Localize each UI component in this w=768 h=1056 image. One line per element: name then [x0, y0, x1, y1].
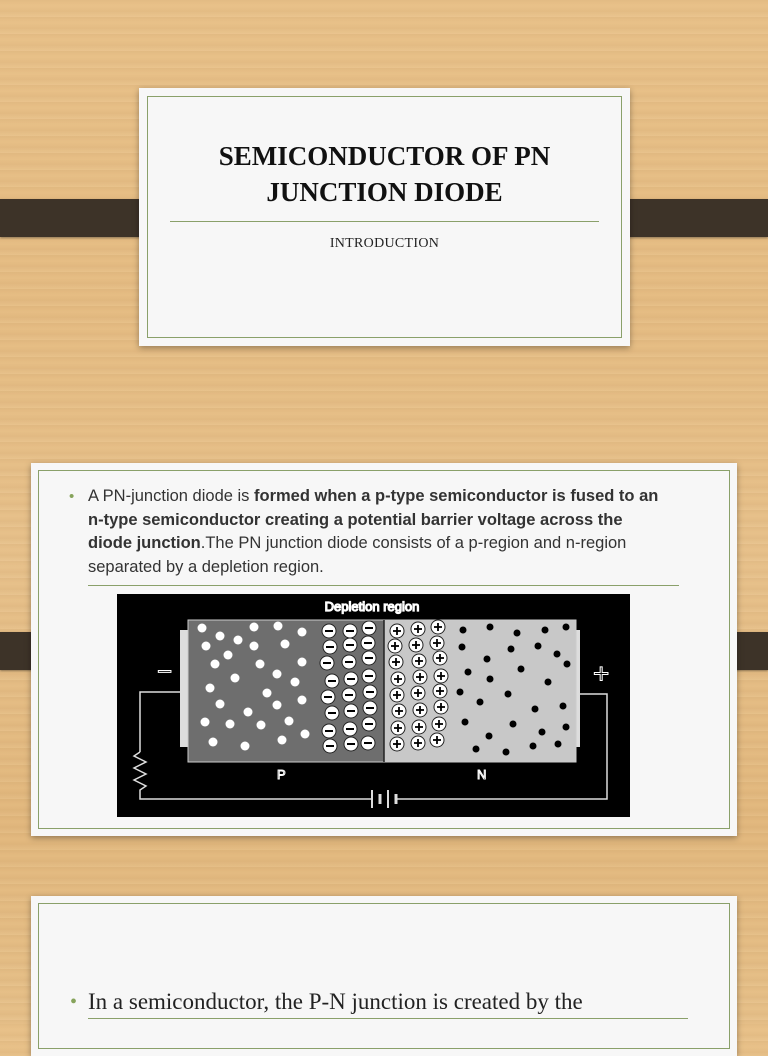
- electron-mark: [564, 661, 571, 668]
- electron-mark: [473, 746, 480, 753]
- hole-mark: [291, 678, 300, 687]
- hole-mark: [231, 674, 240, 683]
- electron-mark: [514, 630, 521, 637]
- slide-subtitle: INTRODUCTION: [329, 236, 440, 251]
- hole-mark: [278, 736, 287, 745]
- electron-mark: [460, 627, 467, 634]
- hole-mark: [206, 684, 215, 693]
- hole-mark: [256, 660, 265, 669]
- hole-mark: [198, 624, 207, 633]
- bullet-paragraph: [69, 485, 668, 579]
- strap-right-1: [613, 199, 768, 237]
- hole-mark: [241, 742, 250, 751]
- plus-terminal: +: [593, 658, 610, 689]
- hole-mark: [250, 623, 259, 632]
- bullet-icon: •: [70, 991, 78, 1013]
- electron-mark: [465, 669, 472, 676]
- hole-mark: [301, 730, 310, 739]
- hole-mark: [211, 660, 220, 669]
- hole-mark: [257, 721, 266, 730]
- hole-mark: [281, 640, 290, 649]
- slide-frame: [147, 96, 622, 338]
- hole-mark: [298, 628, 307, 637]
- electron-mark: [503, 749, 510, 756]
- bullet-paragraph-2: [70, 989, 708, 1015]
- title-line-2: JUNCTION DIODE: [266, 177, 503, 207]
- electron-mark: [487, 624, 494, 631]
- electron-mark: [555, 741, 562, 748]
- p-label: P: [277, 767, 286, 782]
- bullet-icon: •: [69, 488, 75, 505]
- para-text-normal: A PN-junction diode is: [88, 487, 255, 505]
- hole-mark: [216, 700, 225, 709]
- slide-content: [31, 463, 737, 836]
- pn-junction-diagram: [117, 594, 630, 817]
- strap-left-1: [0, 199, 156, 237]
- electron-mark: [508, 646, 515, 653]
- hole-mark: [234, 636, 243, 645]
- n-label: N: [477, 767, 487, 782]
- electron-mark: [545, 679, 552, 686]
- hole-mark: [273, 701, 282, 710]
- hole-mark: [202, 642, 211, 651]
- electron-mark: [518, 666, 525, 673]
- electron-mark: [535, 643, 542, 650]
- hole-mark: [224, 651, 233, 660]
- para-text-normal-2: .The PN junction diode consists of a p-region and n-region separated by a depletion region.: [88, 534, 627, 576]
- electron-mark: [563, 624, 570, 631]
- electron-mark: [510, 721, 517, 728]
- hole-mark: [250, 642, 259, 651]
- hole-mark: [263, 689, 272, 698]
- depletion-region-label: Depletion region: [324, 599, 420, 614]
- title-line-1: SEMICONDUCTOR OF PN: [218, 141, 551, 171]
- wire-left: [140, 692, 180, 752]
- electron-mark: [484, 656, 491, 663]
- electron-mark: [487, 676, 494, 683]
- electron-mark: [457, 689, 464, 696]
- electron-mark: [554, 651, 561, 658]
- electron-mark: [563, 724, 570, 731]
- electron-mark: [477, 699, 484, 706]
- hole-mark: [201, 718, 210, 727]
- electron-mark: [505, 691, 512, 698]
- hole-mark: [209, 738, 218, 747]
- slide-title: [139, 88, 630, 346]
- hole-mark: [216, 632, 225, 641]
- content-divider: [88, 585, 679, 586]
- title-divider: [170, 221, 599, 222]
- hole-mark: [274, 622, 283, 631]
- hole-mark: [226, 720, 235, 729]
- electron-mark: [530, 743, 537, 750]
- hole-mark: [298, 658, 307, 667]
- slide-title-heading: [139, 138, 630, 210]
- slide-frame: [38, 903, 730, 1049]
- electron-mark: [462, 719, 469, 726]
- electron-mark: [542, 627, 549, 634]
- hole-mark: [298, 696, 307, 705]
- para-text-bold: formed when a p-type semiconductor is fused to an n-type semiconductor creating a potential barrier voltage across the diode junction: [88, 487, 659, 552]
- positive-ions: [388, 620, 448, 751]
- hole-mark: [273, 670, 282, 679]
- hole-mark: [244, 708, 253, 717]
- hole-mark: [285, 717, 294, 726]
- electron-mark: [486, 733, 493, 740]
- para3-text: In a semiconductor, the P-N junction is created by the: [88, 989, 583, 1014]
- left-electrode: [180, 630, 188, 747]
- slide-content-2: [31, 896, 737, 1056]
- content-divider-2: [88, 1018, 688, 1019]
- electron-mark: [539, 729, 546, 736]
- electron-mark: [560, 703, 567, 710]
- pn-junction-svg: [117, 594, 630, 817]
- electron-mark: [532, 706, 539, 713]
- minus-terminal: −: [157, 656, 173, 686]
- electron-mark: [459, 644, 466, 651]
